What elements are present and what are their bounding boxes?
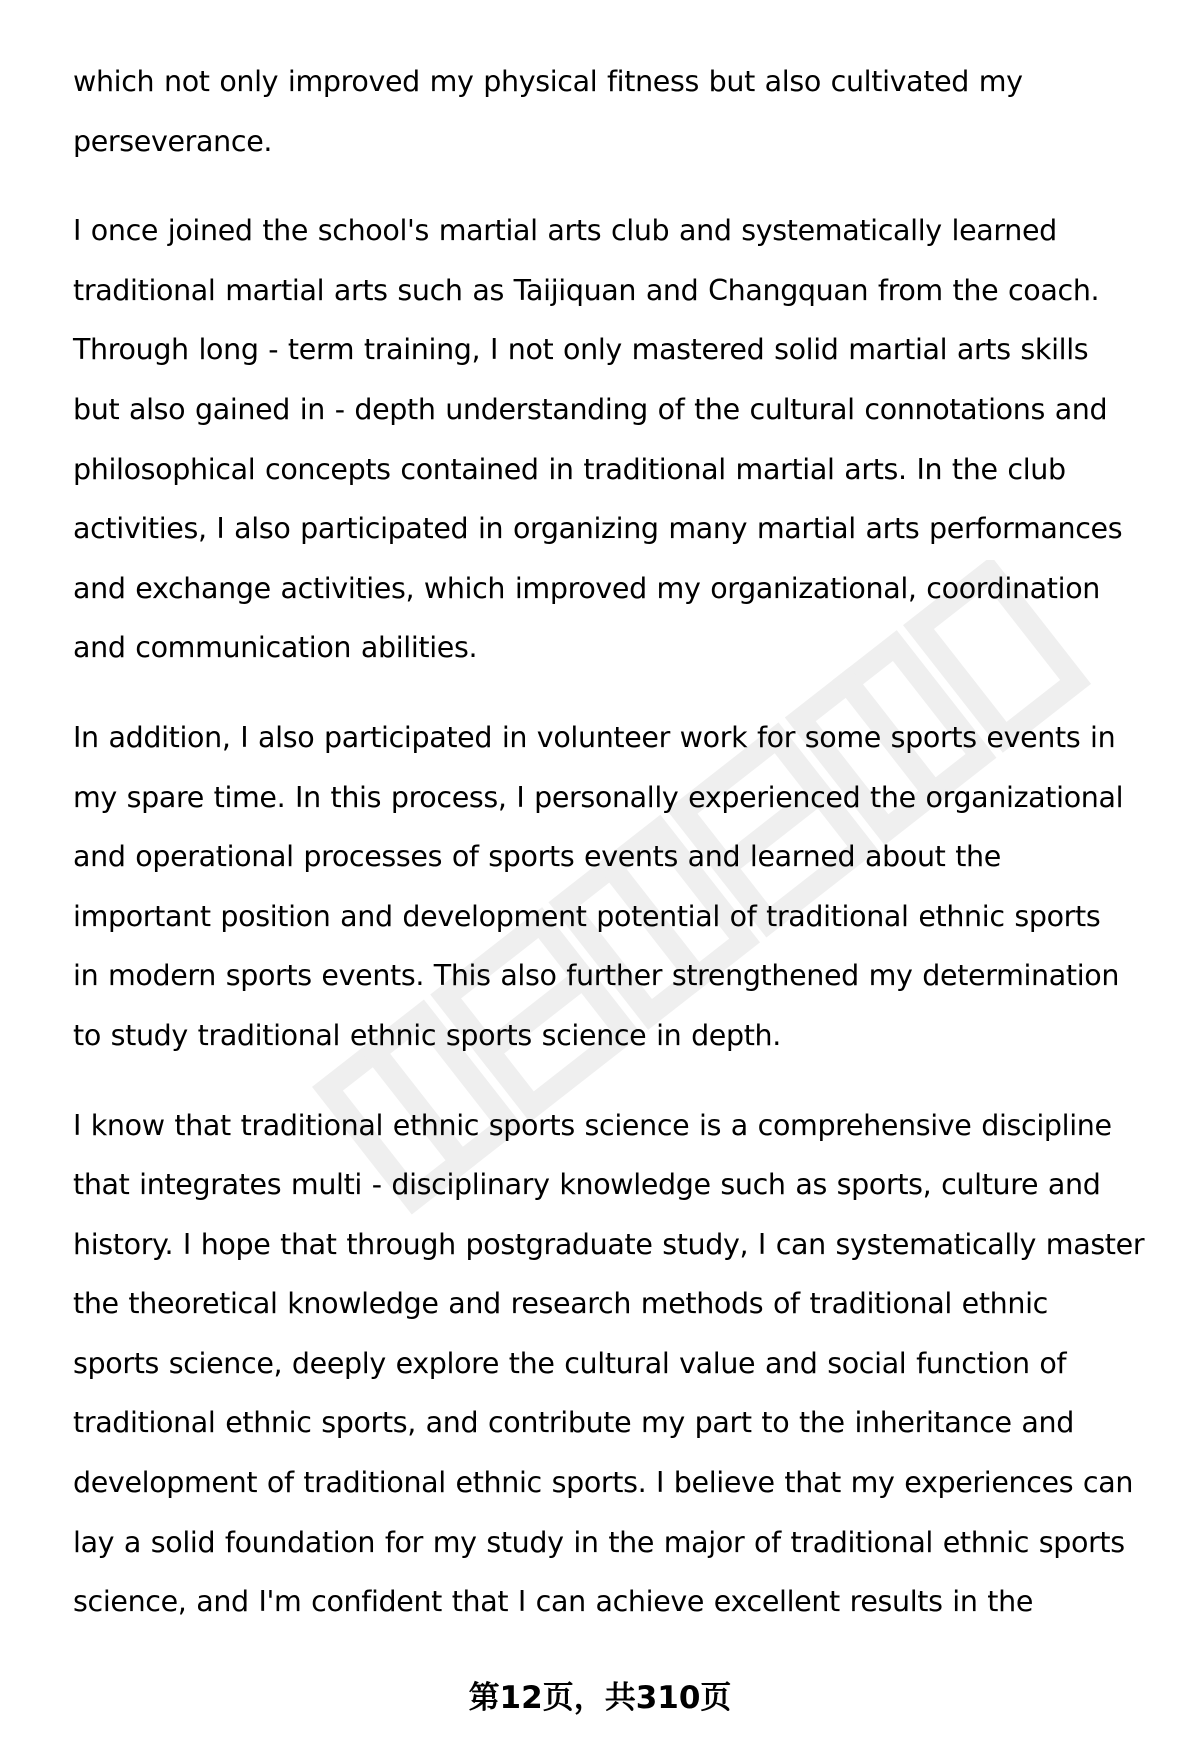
text-line: that integrates multi - disciplinary knowledge such as sports, culture and	[73, 1168, 1101, 1202]
text-line: traditional ethnic sports, and contribute my part to the inheritance and	[73, 1406, 1074, 1440]
text-line: to study traditional ethnic sports science in depth.	[73, 1018, 781, 1052]
text-line: I know that traditional ethnic sports science is a comprehensive discipline	[73, 1108, 1112, 1142]
page-number: 第12页，共310页	[468, 1680, 732, 1716]
text-line: science, and I'm confident that I can achieve excellent results in the	[73, 1585, 1034, 1619]
text-line: sports science, deeply explore the cultural value and social function of	[73, 1346, 1067, 1380]
text-line: and exchange activities, which improved my organizational, coordination	[73, 571, 1100, 605]
text-line: perseverance.	[73, 124, 273, 158]
text-line: and communication abilities.	[73, 631, 478, 665]
text-line: which not only improved my physical fitness but also cultivated my	[73, 65, 1023, 98]
text-line: the theoretical knowledge and research methods of traditional ethnic	[73, 1287, 1048, 1321]
text-line: my spare time. In this process, I personally experienced the organizational	[73, 780, 1124, 814]
text-line: I once joined the school's martial arts club and systematically learned	[73, 214, 1057, 248]
text-line: In addition, I also participated in volunteer work for some sports events in	[73, 720, 1116, 754]
paragraph-4	[73, 1096, 1163, 1632]
text-line: lay a solid foundation for my study in the major of traditional ethnic sports	[73, 1525, 1125, 1559]
paragraph-2	[73, 201, 1163, 678]
paragraph-1	[73, 52, 1163, 171]
text-line: but also gained in - depth understanding of the cultural connotations and	[73, 392, 1108, 426]
text-line: important position and development potential of traditional ethnic sports	[73, 899, 1101, 933]
text-line: activities, I also participated in organizing many martial arts performances	[73, 512, 1123, 546]
text-line: history. I hope that through postgraduate study, I can systematically master	[73, 1227, 1145, 1261]
document-body	[73, 52, 1163, 1662]
text-line: in modern sports events. This also further strengthened my determination	[73, 959, 1120, 993]
text-line: Through long - term training, I not only mastered solid martial arts skills	[73, 333, 1089, 367]
text-line: traditional martial arts such as Taijiquan and Changquan from the coach.	[73, 273, 1100, 307]
text-line: development of traditional ethnic sports. I believe that my experiences can	[73, 1466, 1134, 1500]
text-line: and operational processes of sports events and learned about the	[73, 840, 1001, 874]
text-line: philosophical concepts contained in traditional martial arts. In the club	[73, 452, 1066, 486]
paragraph-3	[73, 708, 1163, 1066]
